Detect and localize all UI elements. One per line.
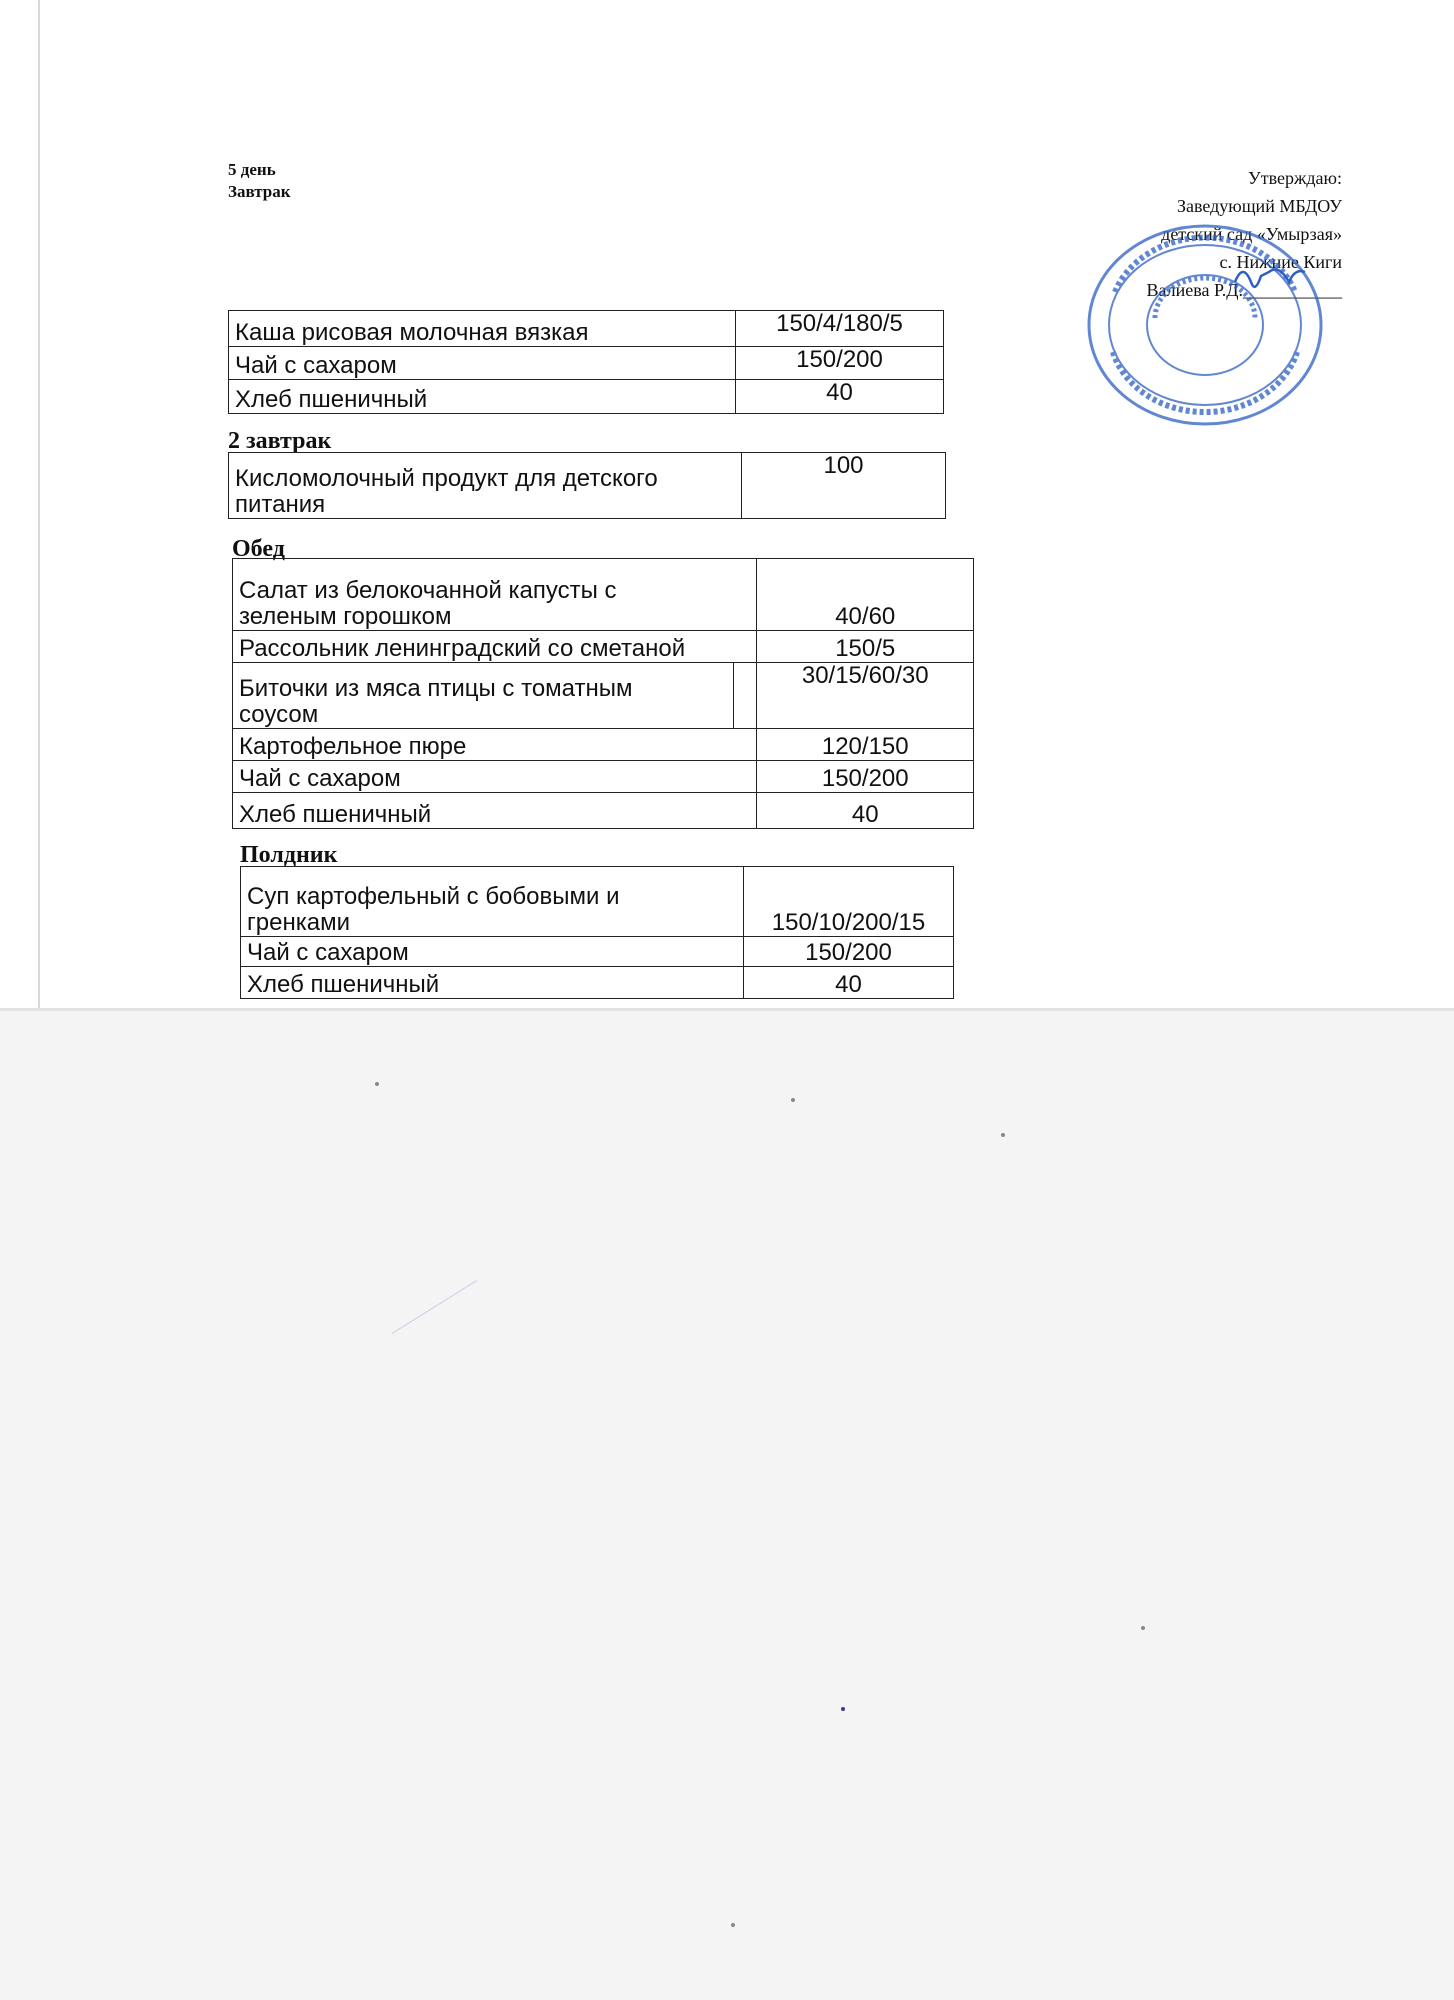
- table-row: [241, 867, 954, 937]
- table-row: [233, 761, 974, 793]
- dish-cell: Чай с сахаром: [241, 937, 744, 967]
- breakfast-table: [228, 310, 944, 414]
- dish-cell: [241, 867, 744, 937]
- amount-cell: 40: [736, 380, 944, 414]
- dish-cell: Чай с сахаром: [233, 761, 757, 793]
- signature-scribble: [1235, 270, 1305, 287]
- scan-scratch: [392, 1280, 477, 1334]
- approval-line: с. Нижние Киги: [1219, 252, 1342, 272]
- dish-cell: [229, 453, 742, 519]
- dish-line: Биточки из мяса птицы с томатным: [239, 675, 633, 702]
- dish-cell: Хлеб пшеничный: [229, 380, 736, 414]
- amount-cell: 30/15/60/30: [757, 663, 974, 729]
- amount-cell: 100: [742, 453, 946, 519]
- dish-cell: Картофельное пюре: [233, 729, 757, 761]
- dish-line: Салат из белокочанной капусты с: [239, 577, 617, 604]
- table-row: [233, 729, 974, 761]
- scan-speck: [1141, 1626, 1145, 1630]
- dish-cell: Чай с сахаром: [229, 347, 736, 380]
- empty-cell: [734, 663, 757, 729]
- amount-cell: 150/200: [757, 761, 974, 793]
- table-row: [233, 793, 974, 829]
- table-row: [233, 631, 974, 663]
- table-row: [229, 311, 944, 347]
- amount-cell: 150/200: [744, 937, 954, 967]
- table-row: [241, 967, 954, 999]
- day-label: 5 день: [228, 160, 276, 179]
- amount-cell: 150/5: [757, 631, 974, 663]
- second-breakfast-heading: 2 завтрак: [228, 428, 332, 454]
- scan-speck: [731, 1923, 735, 1927]
- lunch-table: [232, 558, 974, 829]
- table-row: [233, 663, 974, 729]
- scan-fold-line: [0, 1008, 1454, 1011]
- scan-speck: [1001, 1133, 1005, 1137]
- amount-cell: 150/10/200/15: [744, 867, 954, 937]
- table-row: [233, 559, 974, 631]
- stamp-text-arc: [1113, 352, 1297, 412]
- dish-cell: Рассольник ленинградский со сметаной: [233, 631, 757, 663]
- dish-cell: [233, 663, 734, 729]
- amount-cell: 40/60: [757, 559, 974, 631]
- breakfast-heading: Завтрак: [228, 182, 291, 201]
- approval-signer: Валиева Р.Д.: [1146, 280, 1243, 300]
- table-row: [241, 937, 954, 967]
- official-stamp: [1085, 222, 1325, 428]
- amount-cell: 40: [744, 967, 954, 999]
- scan-speck: [841, 1707, 845, 1711]
- approval-line: Утверждаю:: [1247, 168, 1342, 188]
- stamp-outer-ring: [1089, 226, 1321, 424]
- amount-cell: 120/150: [757, 729, 974, 761]
- amount-cell: 150/200: [736, 347, 944, 380]
- approval-line: детский сад «Умырзая»: [1161, 224, 1342, 244]
- dish-line: зеленым горошком: [239, 603, 452, 630]
- stamp-core-ring: [1147, 275, 1263, 375]
- signature-line: ___________: [1243, 280, 1342, 300]
- dish-line: Кисломолочный продукт для детского: [235, 465, 658, 492]
- dish-cell: [233, 559, 757, 631]
- second-breakfast-table: [228, 452, 946, 519]
- amount-cell: 150/4/180/5: [736, 311, 944, 347]
- snack-heading: Полдник: [240, 842, 338, 868]
- snack-table: [240, 866, 954, 999]
- scan-speck: [375, 1082, 379, 1086]
- table-row: [229, 347, 944, 380]
- dish-cell: Хлеб пшеничный: [233, 793, 757, 829]
- dish-cell: Хлеб пшеничный: [241, 967, 744, 999]
- scan-speck: [791, 1098, 795, 1102]
- dish-line: гренками: [247, 909, 350, 936]
- table-row: [229, 380, 944, 414]
- dish-cell: Каша рисовая молочная вязкая: [229, 311, 736, 347]
- scan-edge-line: [38, 0, 40, 1010]
- dish-line: Суп картофельный с бобовыми и: [247, 883, 620, 910]
- dish-line: питания: [235, 491, 326, 518]
- amount-cell: 40: [757, 793, 974, 829]
- lunch-heading: Обед: [232, 536, 285, 562]
- approval-line: Заведующий МБДОУ: [1176, 196, 1342, 216]
- dish-line: соусом: [239, 701, 319, 728]
- table-row: [229, 453, 946, 519]
